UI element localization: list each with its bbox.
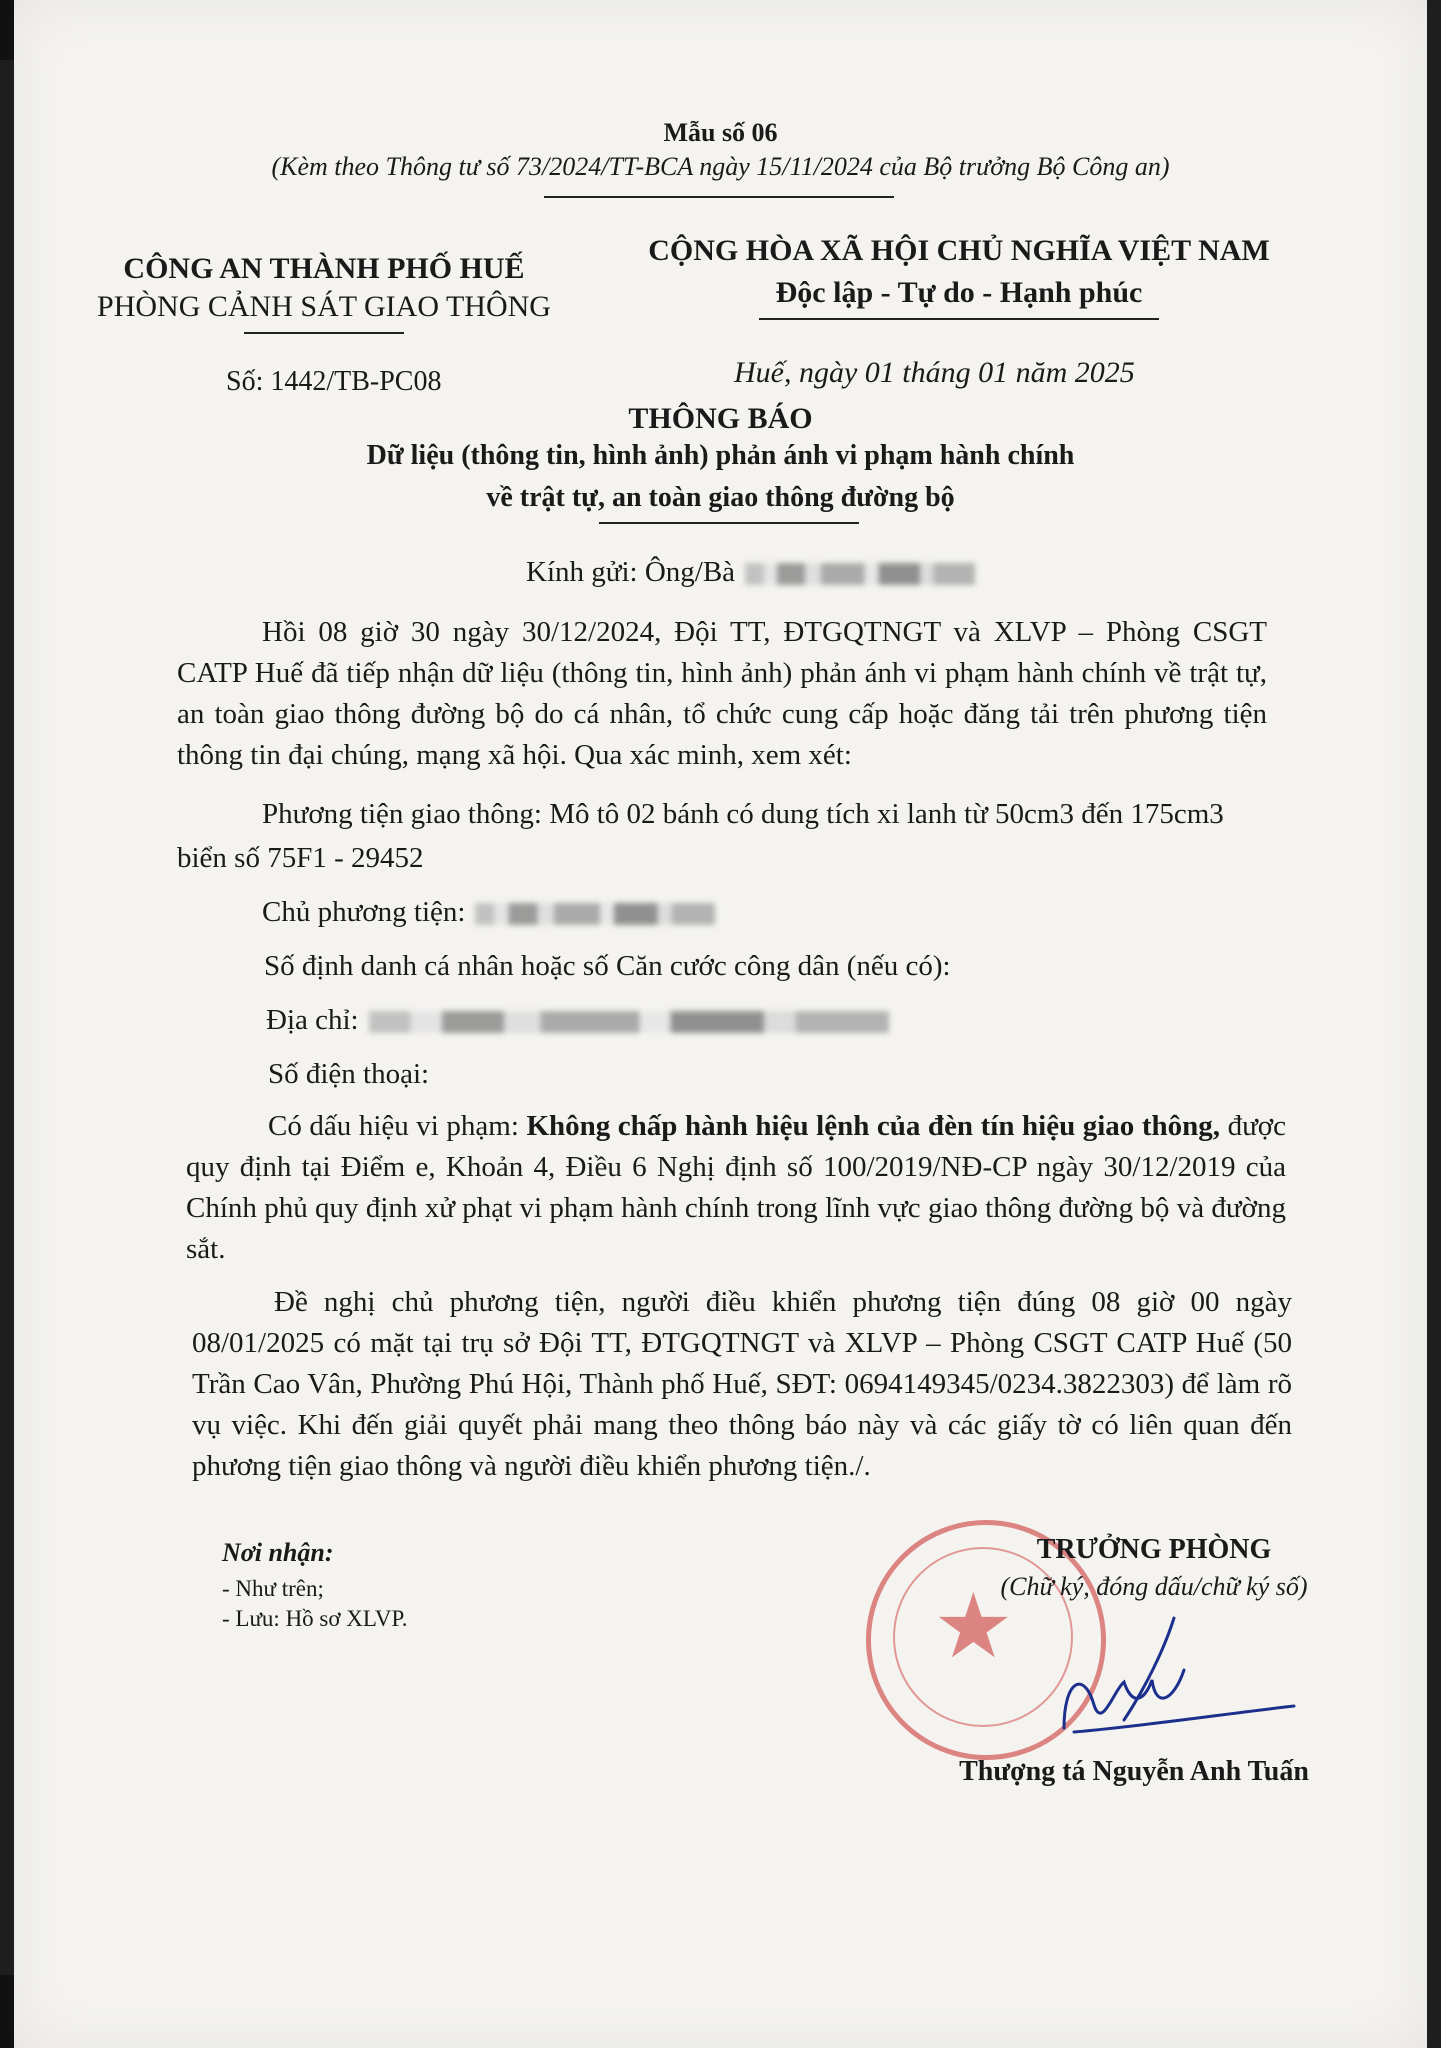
document-page: [14, 0, 1427, 2048]
title-subline-2: về trật tự, an toàn giao thông đường bộ: [486, 482, 955, 513]
recipient-item-2: - Lưu: Hồ sơ XLVP.: [222, 1606, 408, 1631]
scan-edge-bottom: [0, 1975, 14, 2048]
place-date: Huế, ngày 01 tháng 01 năm 2025: [734, 356, 1135, 389]
motto-underline: [759, 318, 1159, 320]
form-ref-underline: [544, 196, 894, 198]
agency-name: CÔNG AN THÀNH PHỐ HUẾ: [123, 252, 525, 285]
signature-icon: [1024, 1610, 1324, 1740]
document-number: Số: 1442/TB-PC08: [226, 366, 442, 397]
recipient-label: Kính gửi: Ông/Bà: [526, 556, 736, 588]
recipients-title: Nơi nhận:: [222, 1538, 334, 1567]
redacted-recipient-name: [745, 563, 975, 585]
signer-note: (Chữ ký, đóng dấu/chữ ký số): [1000, 1572, 1308, 1601]
violation-description: Không chấp hành hiệu lệnh của đèn tín hiệu giao thông,: [526, 1110, 1221, 1142]
signer-name: Thượng tá Nguyễn Anh Tuấn: [959, 1756, 1309, 1787]
paragraph-request: Đề nghị chủ phương tiện, người điều khiển phương tiện đúng 08 giờ 00 ngày 08/01/2025 có mặt tại trụ sở Đội TT, ĐTGQTNGT và XLVP – Phòng CSGT CATP Huế (50 Trần Cao Vân, Phường Phú Hội, Thành phố Huế, SĐT: 0694149345/0234.3822303) để làm rõ vụ việc. Khi đến giải quyết phải mang theo thông báo này và các giấy tờ có liên quan đến phương tiện giao thông và người điều khiển phương tiện./.: [192, 1286, 1292, 1482]
form-number: Mẫu số 06: [663, 118, 778, 147]
redacted-address: [369, 1011, 889, 1033]
redacted-owner-name: [475, 903, 715, 925]
phone-line: Số điện thoại:: [268, 1058, 430, 1090]
id-number-line: Số định danh cá nhân hoặc số Căn cước công dân (nếu có):: [264, 950, 951, 982]
owner-label: Chủ phương tiện:: [262, 896, 466, 928]
form-reference: (Kèm theo Thông tư số 73/2024/TT-BCA ngày 15/11/2024 của Bộ trưởng Bộ Công an): [271, 152, 1170, 181]
nation-motto: Độc lập - Tự do - Hạnh phúc: [775, 276, 1143, 309]
star-icon: ★: [933, 1578, 1014, 1677]
violation-legal-basis: được quy định tại Điểm e, Khoản 4, Điều 6 Nghị định số 100/2019/NĐ-CP ngày 30/12/2019 của Chính phủ quy định xử phạt vi phạm hành chính trong lĩnh vực giao thông đường bộ và đường sắt.: [186, 1110, 1287, 1265]
scan-edge-top: [0, 0, 14, 60]
paragraph-receipt: Hồi 08 giờ 30 ngày 30/12/2024, Đội TT, ĐTGQTNGT và XLVP – Phòng CSGT CATP Huế đã tiếp nhận dữ liệu (thông tin, hình ảnh) phản ánh vi phạm hành chính về trật tự, an toàn giao thông đường bộ do cá nhân, tổ chức cung cấp hoặc đăng tải trên phương tiện thông tin đại chúng, mạng xã hội. Qua xác minh, xem xét:: [177, 616, 1267, 771]
owner-line: [262, 892, 715, 933]
title-subline-1: Dữ liệu (thông tin, hình ảnh) phản ánh vi phạm hành chính: [366, 440, 1075, 471]
recipient-line: [526, 552, 975, 593]
agency-department: PHÒNG CẢNH SÁT GIAO THÔNG: [97, 290, 551, 323]
vehicle-line-2: biển số 75F1 - 29452: [177, 842, 424, 874]
agency-underline: [244, 332, 404, 334]
vehicle-line-1: Phương tiện giao thông: Mô tô 02 bánh có dung tích xi lanh từ 50cm3 đến 175cm3: [262, 798, 1224, 830]
nation-name: CỘNG HÒA XÃ HỘI CHỦ NGHĨA VIỆT NAM: [648, 234, 1270, 267]
paragraph-violation: [186, 1106, 1286, 1270]
address-label: Địa chỉ:: [266, 1004, 359, 1036]
address-line: [266, 1000, 889, 1041]
signer-title: TRƯỞNG PHÒNG: [1036, 1534, 1272, 1565]
violation-prefix: Có dấu hiệu vi phạm:: [268, 1110, 527, 1142]
recipient-item-1: - Như trên;: [222, 1576, 324, 1601]
document-title: THÔNG BÁO: [628, 402, 813, 435]
title-underline: [599, 522, 859, 524]
